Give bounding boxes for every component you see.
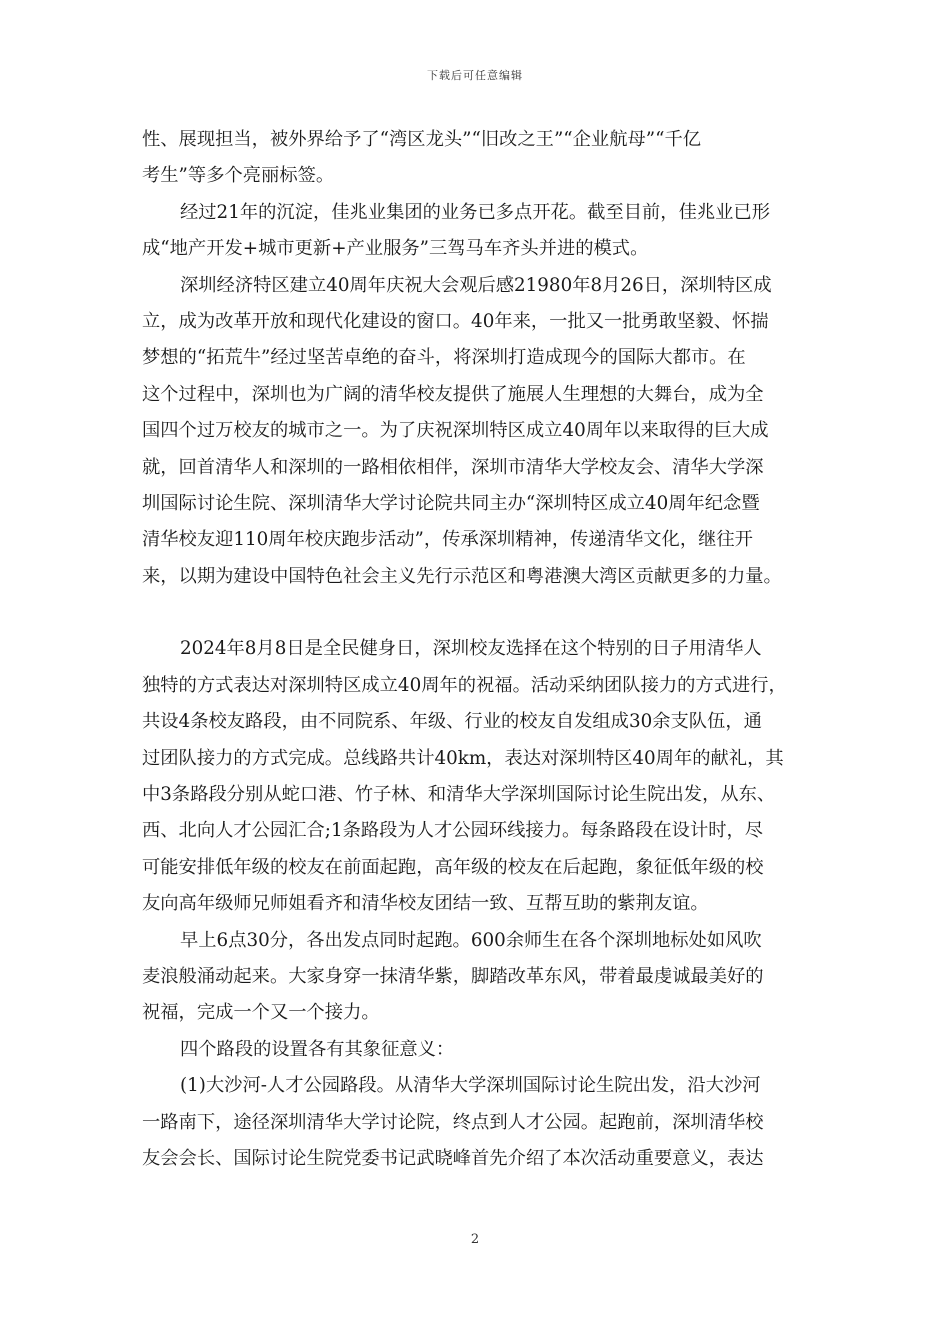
- text-line: 这个过程中，深圳也为广阔的清华校友提供了施展人生理想的大舞台，成为全: [142, 383, 764, 405]
- text-line: 性、展现担当，被外界给予了“湾区龙头”“旧改之王”“企业航母”“千亿: [142, 129, 702, 150]
- paragraph-spacer: [142, 595, 814, 631]
- paragraph-first-line: 经过21年的沉淀，佳兆业集团的业务已多点开花。截至目前，佳兆业已形: [180, 201, 770, 223]
- paragraph-first-line: (1)大沙河-人才公园路段。从清华大学深圳国际讨论生院出发，沿大沙河: [180, 1075, 761, 1097]
- text-line: 考生”等多个亮丽标签。: [142, 165, 335, 187]
- paragraph-first-line: 深圳经济特区建立40周年庆祝大会观后感21980年8月26日，深圳特区成: [180, 274, 772, 296]
- text-line: 梦想的“拓荒牛”经过坚苦卓绝的奋斗，将深圳打造成现今的国际大都市。在: [142, 347, 746, 369]
- text-line: 麦浪般涌动起来。大家身穿一抹清华紫，脚踏改革东风，带着最虔诚最美好的: [142, 965, 764, 987]
- text-line: 中3条路段分别从蛇口港、竹子林、和清华大学深圳国际讨论生院出发，从东、: [142, 784, 776, 806]
- text-line: 圳国际讨论生院、深圳清华大学讨论院共同主办“深圳特区成立40周年纪念暨: [142, 492, 760, 514]
- text-line: 可能安排低年级的校友在前面起跑，高年级的校友在后起跑，象征低年级的校: [142, 856, 764, 878]
- text-line: 友向高年级师兄师姐看齐和清华校友团结一致、互帮互助的紫荆友谊。: [142, 893, 709, 915]
- text-line: 共设4条校友路段，由不同院系、年级、行业的校友自发组成30余支队伍，通: [142, 711, 762, 733]
- text-line: 过团队接力的方式完成。总线路共计40km，表达对深圳特区40周年的献礼，其: [142, 747, 784, 769]
- page-header: 下载后可任意编辑: [427, 69, 523, 82]
- text-line: 友会会长、国际讨论生院党委书记武晓峰首先介绍了本次活动重要意义，表达: [142, 1147, 764, 1169]
- text-line: 就，回首清华人和深圳的一路相依相伴，深圳市清华大学校友会、清华大学深: [142, 456, 764, 478]
- text-line: 清华校友迎110周年校庆跑步活动”，传承深圳精神，传递清华文化，继往开: [142, 529, 753, 551]
- text-line: 祝福，完成一个又一个接力。: [142, 1002, 380, 1024]
- paragraph-first-line: 2024年8月8日是全民健身日，深圳校友选择在这个特别的日子用清华人: [180, 638, 762, 660]
- paragraph-first-line: 早上6点30分，各出发点同时起跑。600余师生在各个深圳地标处如风吹: [180, 929, 762, 951]
- text-line: 一路南下，途径深圳清华大学讨论院，终点到人才公园。起跑前，深圳清华校: [142, 1111, 764, 1133]
- text-line: 来，以期为建设中国特色社会主义先行示范区和粤港澳大湾区贡献更多的力量。: [142, 565, 782, 587]
- page-number: 2: [470, 1232, 480, 1247]
- text-line: 西、北向人才公园汇合;1条路段为人才公园环线接力。每条路段在设计时，尽: [142, 820, 764, 842]
- text-line: 立，成为改革开放和现代化建设的窗口。40年来，一批又一批勇敢坚毅、怀揣: [142, 310, 769, 332]
- text-line: 成“地产开发+城市更新+产业服务”三驾马车齐头并进的模式。: [142, 238, 649, 260]
- text-line: 独特的方式表达对深圳特区成立40周年的祝福。活动采纳团队接力的方式进行，: [142, 674, 787, 696]
- text-line: 国四个过万校友的城市之一。为了庆祝深圳特区成立40周年以来取得的巨大成: [142, 420, 769, 442]
- document-body: [142, 122, 814, 1177]
- paragraph-first-line: 四个路段的设置各有其象征意义：: [180, 1038, 455, 1060]
